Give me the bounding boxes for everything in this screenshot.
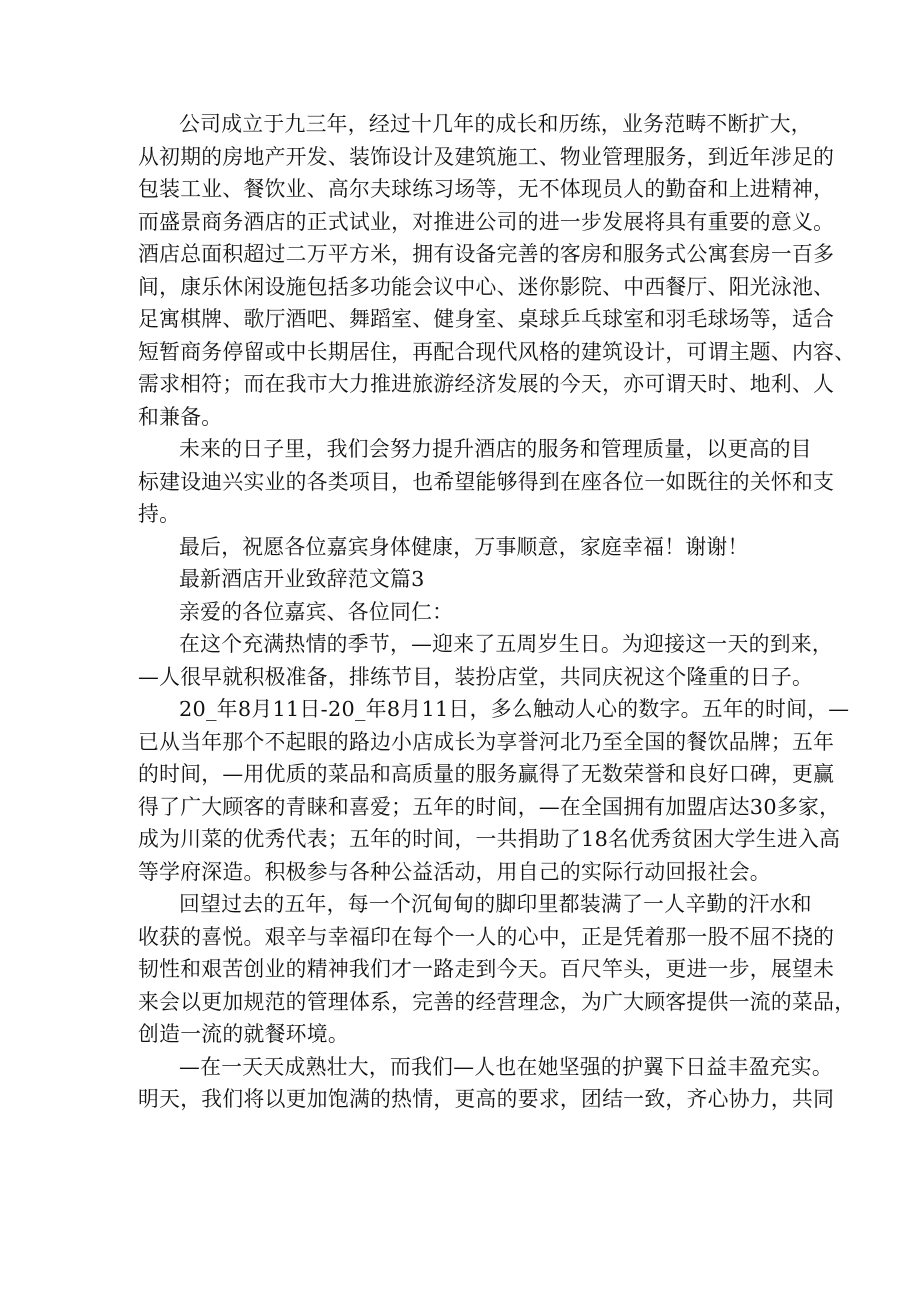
paragraph-line: —人很早就积极准备，排练节目，装扮店堂，共同庆祝这个隆重的日子。: [138, 664, 814, 689]
paragraph-line: 创造一流的就餐环境。: [138, 1022, 349, 1046]
paragraph-line: 持。: [138, 502, 181, 526]
paragraph-line: 从初期的房地产开发、装饰设计及建筑施工、物业管理服务，到近年涉足的: [138, 144, 835, 169]
paragraph-line: 酒店总面积超过二万平方米，拥有设备完善的客房和服务式公寓套房一百多: [138, 242, 835, 266]
paragraph-line: 成为川菜的优秀代表；五年的时间，一共捐助了18名优秀贫困大学生进入高: [138, 827, 841, 851]
paragraph-line: —在一天天成熟壮大，而我们—人也在她坚强的护翼下日益丰盈充实。: [179, 1054, 834, 1079]
paragraph-line: 20_年8月11日-20_年8月11日，多么触动人心的数字。五年的时间，—: [179, 697, 850, 721]
paragraph-line: 明天，我们将以更加饱满的热情，更高的要求，团结一致，齐心协力，共同: [138, 1087, 835, 1111]
paragraph-line: 的时间，—用优质的菜品和高质量的服务赢得了无数荣誉和良好口碑，更赢: [138, 762, 835, 786]
paragraph-line: 韧性和艰苦创业的精神我们才一路走到今天。百尺竿头，更进一步，展望未: [138, 957, 835, 981]
section-heading: 最新酒店开业致辞范文篇3: [179, 567, 425, 591]
paragraph-line: 标建设迪兴实业的各类项目，也希望能够得到在座各位一如既往的关怀和支: [138, 469, 835, 494]
paragraph-line: 来会以更加规范的管理体系，完善的经营理念，为广大顾客提供一流的菜品，: [138, 989, 856, 1014]
paragraph-line: 在这个充满热情的季节，—迎来了五周岁生日。为迎接这一天的到来，: [179, 632, 833, 656]
closing-line: 最后，祝愿各位嘉宾身体健康，万事顺意，家庭幸福！谢谢！: [179, 534, 749, 559]
paragraph-line: 等学府深造。积极参与各种公益活动，用自己的实际行动回报社会。: [138, 859, 771, 884]
paragraph-line: 已从当年那个不起眼的路边小店成长为享誉河北乃至全国的餐饮品牌；五年: [138, 729, 835, 754]
paragraph-line: 得了广大顾客的青睐和喜爱；五年的时间，—在全国拥有加盟店达30多家，: [138, 794, 841, 819]
paragraph-line: 收获的喜悦。艰辛与幸福印在每个一人的心中，正是凭着那一股不屈不挠的: [138, 924, 835, 949]
paragraph-line: 而盛景商务酒店的正式试业，对推进公司的进一步发展将具有重要的意义。: [138, 209, 835, 234]
document-body: [138, 108, 856, 1116]
paragraph-line: 回望过去的五年，每一个沉甸甸的脚印里都装满了一人辛勤的汗水和: [179, 892, 812, 916]
paragraph-line: 公司成立于九三年，经过十几年的成长和历练，业务范畴不断扩大，: [179, 112, 812, 136]
paragraph-line: 未来的日子里，我们会努力提升酒店的服务和管理质量，以更高的目: [179, 437, 812, 461]
paragraph-line: 包装工业、餐饮业、高尔夫球练习场等，无不体现员人的勤奋和上进精神，: [138, 177, 835, 201]
paragraph-line: 和兼备。: [138, 404, 223, 429]
paragraph-line: 间，康乐休闲设施包括多功能会议中心、迷你影院、中西餐厅、阳光泳池、: [138, 274, 835, 299]
salutation: 亲爱的各位嘉宾、各位同仁：: [179, 599, 454, 624]
paragraph-line: 需求相符；而在我市大力推进旅游经济发展的今天，亦可谓天时、地利、人: [138, 372, 835, 396]
paragraph-line: 短暂商务停留或中长期居住，再配合现代风格的建筑设计，可谓主题、内容、: [138, 339, 856, 364]
paragraph-line: 足寓棋牌、歌厅酒吧、舞蹈室、健身室、桌球乒乓球室和羽毛球场等，适合: [138, 307, 835, 331]
